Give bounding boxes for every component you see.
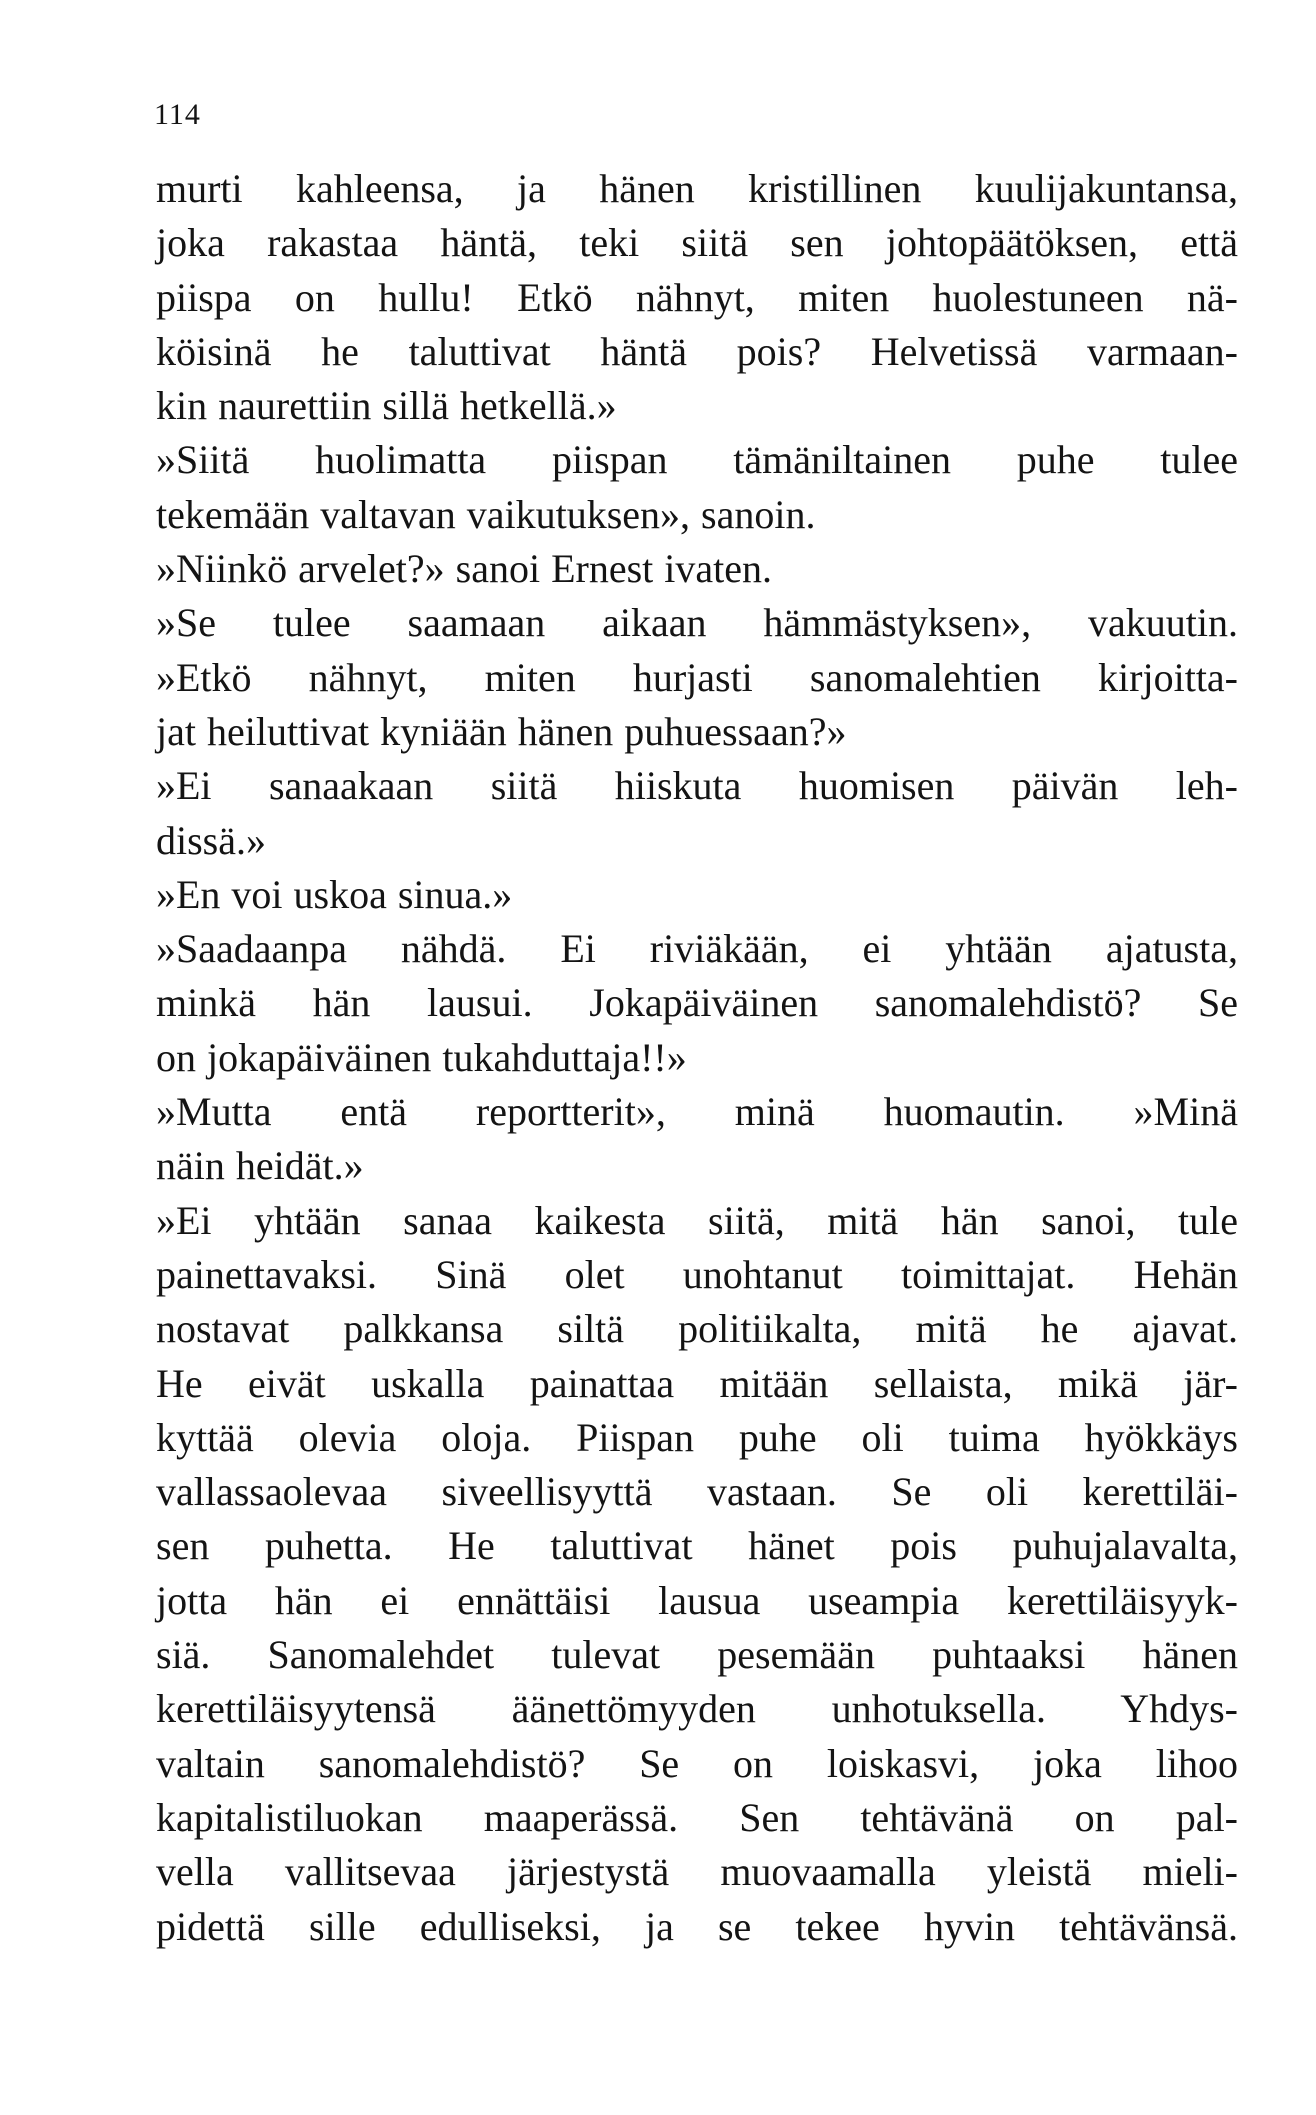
text-line: dissä.» [156, 817, 266, 863]
text-line: »Siitä huolimatta piispan tämäniltainen puhe tulee [156, 437, 1238, 483]
text-line: vallassaolevaa siveellisyyttä vastaan. Se oli kerettiläi- [156, 1469, 1238, 1515]
text-line: painettavaksi. Sinä olet unohtanut toimittajat. Hehän [156, 1251, 1238, 1297]
text-line: siä. Sanomalehdet tulevat pesemään puhtaaksi hänen [156, 1632, 1238, 1678]
text-line: He eivät uskalla painattaa mitään sellaista, mikä jär- [156, 1360, 1238, 1406]
body-text [156, 162, 1238, 1954]
text-line: on jokapäiväinen tukahduttaja!!» [156, 1034, 687, 1080]
page-number: 114 [154, 98, 201, 131]
text-line: valtain sanomalehdistö? Se on loiskasvi, joka lihoo [156, 1740, 1238, 1786]
text-line: »Niinkö arvelet?» sanoi Ernest ivaten. [156, 546, 773, 592]
text-line: kapitalistiluokan maaperässä. Sen tehtävänä on pal- [156, 1794, 1238, 1840]
text-line: »Ei yhtään sanaa kaikesta siitä, mitä hän sanoi, tule [156, 1197, 1238, 1243]
text-line: »En voi uskoa sinua.» [156, 871, 513, 917]
text-line: nostavat palkkansa siltä politiikalta, mitä he ajavat. [156, 1306, 1238, 1352]
text-line: piispa on hullu! Etkö nähnyt, miten huolestuneen nä- [156, 274, 1238, 320]
text-line: kyttää olevia oloja. Piispan puhe oli tuima hyökkäys [156, 1414, 1238, 1460]
text-line: tekemään valtavan vaikutuksen», sanoin. [156, 491, 816, 537]
text-line: minkä hän lausui. Jokapäiväinen sanomalehdistö? Se [156, 980, 1238, 1026]
text-line: »Mutta entä reportterit», minä huomautin. »Minä [156, 1089, 1238, 1135]
text-line: vella vallitsevaa järjestystä muovaamalla yleistä mieli- [156, 1849, 1238, 1895]
text-line: joka rakastaa häntä, teki siitä sen johtopäätöksen, että [156, 220, 1238, 266]
text-line: näin heidät.» [156, 1143, 364, 1189]
text-line: murti kahleensa, ja hänen kristillinen kuulijakuntansa, [156, 166, 1238, 211]
text-line: pidettä sille edulliseksi, ja se tekee hyvin tehtävänsä. [156, 1903, 1238, 1949]
text-line: »Etkö nähnyt, miten hurjasti sanomalehtien kirjoitta- [156, 654, 1238, 700]
text-line: kerettiläisyytensä äänettömyyden unhotuksella. Yhdys- [156, 1686, 1238, 1732]
text-line: »Ei sanaakaan siitä hiiskuta huomisen päivän leh- [156, 763, 1238, 809]
text-line: sen puhetta. He taluttivat hänet pois puhujalavalta, [156, 1523, 1238, 1569]
text-line: kin naurettiin sillä hetkellä.» [156, 383, 617, 429]
text-line: jotta hän ei ennättäisi lausua useampia kerettiläisyyk- [156, 1577, 1238, 1623]
text-line: »Saadaanpa nähdä. Ei riviäkään, ei yhtään ajatusta, [156, 926, 1238, 972]
text-line: köisinä he taluttivat häntä pois? Helvetissä varmaan- [156, 328, 1238, 374]
text-line: »Se tulee saamaan aikaan hämmästyksen», vakuutin. [156, 600, 1238, 646]
text-line: jat heiluttivat kyniään hänen puhuessaan?» [156, 708, 847, 754]
